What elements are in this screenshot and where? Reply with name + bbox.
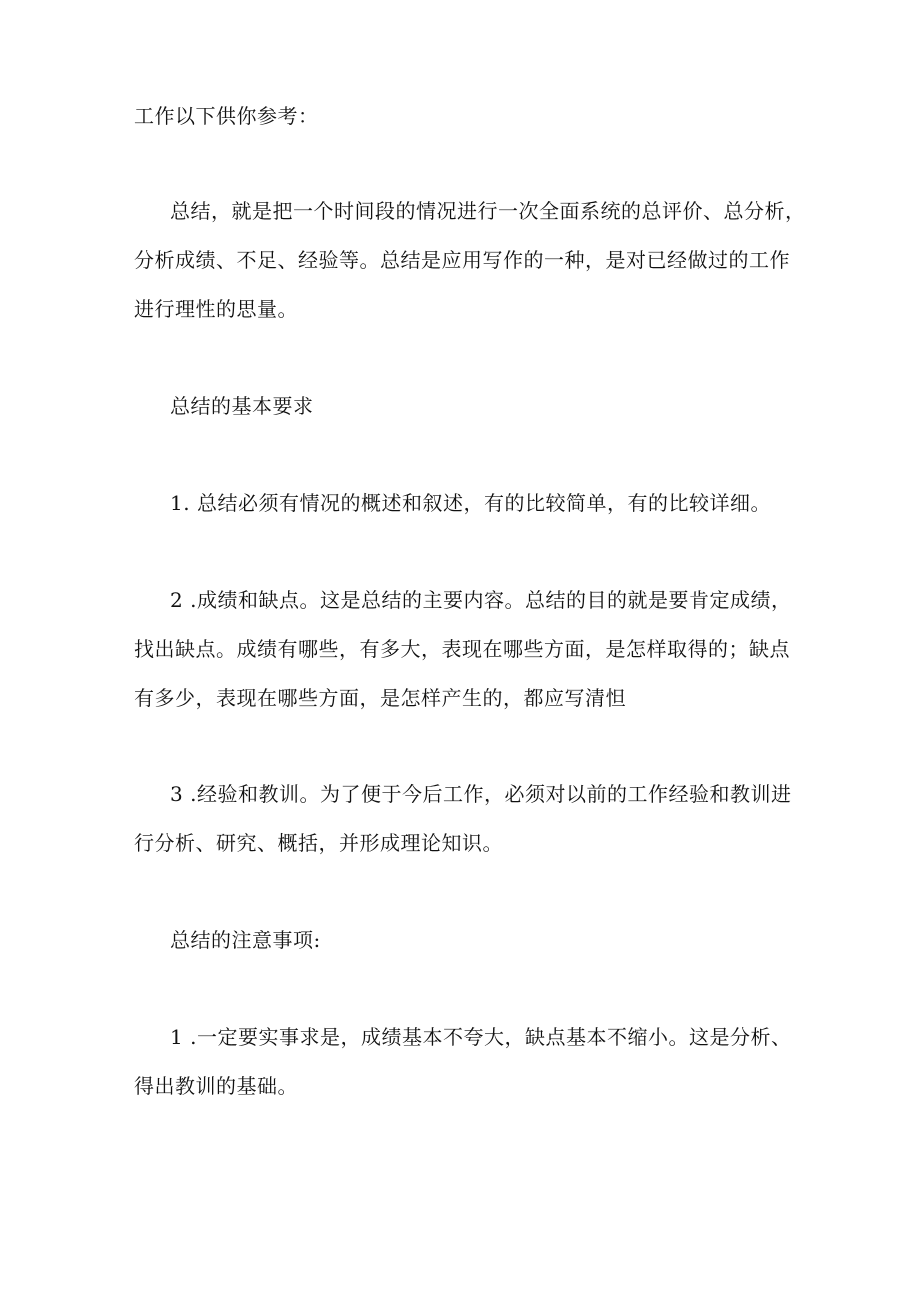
requirement-1-line: 1. 总结必须有情况的概述和叙述，有的比较简单，有的比较详细。 (170, 491, 771, 515)
requirement-2-line-3: 有多少，表现在哪些方面，是怎样产生的，都应写清怛 (134, 686, 626, 710)
note-1-line-2: 得出教训的基础。 (134, 1074, 298, 1098)
requirement-3-line-1: 3 .经验和教训。为了便于今后工作，必须对以前的工作经验和教训进 (170, 782, 792, 806)
definition-line-1: 总结，就是把一个时间段的情况进行一次全面系统的总评价、总分析， (170, 199, 806, 223)
requirements-heading: 总结的基本要求 (170, 394, 314, 418)
note-1-line-1: 1 .一定要实事求是，成绩基本不夸大，缺点基本不缩小。这是分析、 (170, 1025, 792, 1049)
intro-line: 工作以下供你参考： (134, 104, 319, 128)
requirement-2-line-1: 2 .成绩和缺点。这是总结的主要内容。总结的目的就是要肯定成绩， (170, 588, 792, 612)
notes-heading: 总结的注意事项: (170, 928, 321, 952)
definition-line-3: 进行理性的思量。 (134, 297, 298, 321)
requirement-3-line-2: 行分析、研究、概括，并形成理论知识。 (134, 831, 503, 855)
requirement-2-line-2: 找出缺点。成绩有哪些，有多大，表现在哪些方面，是怎样取得的；缺点 (134, 637, 790, 661)
definition-line-2: 分析成绩、不足、经验等。总结是应用写作的一种，是对已经做过的工作 (134, 248, 790, 272)
